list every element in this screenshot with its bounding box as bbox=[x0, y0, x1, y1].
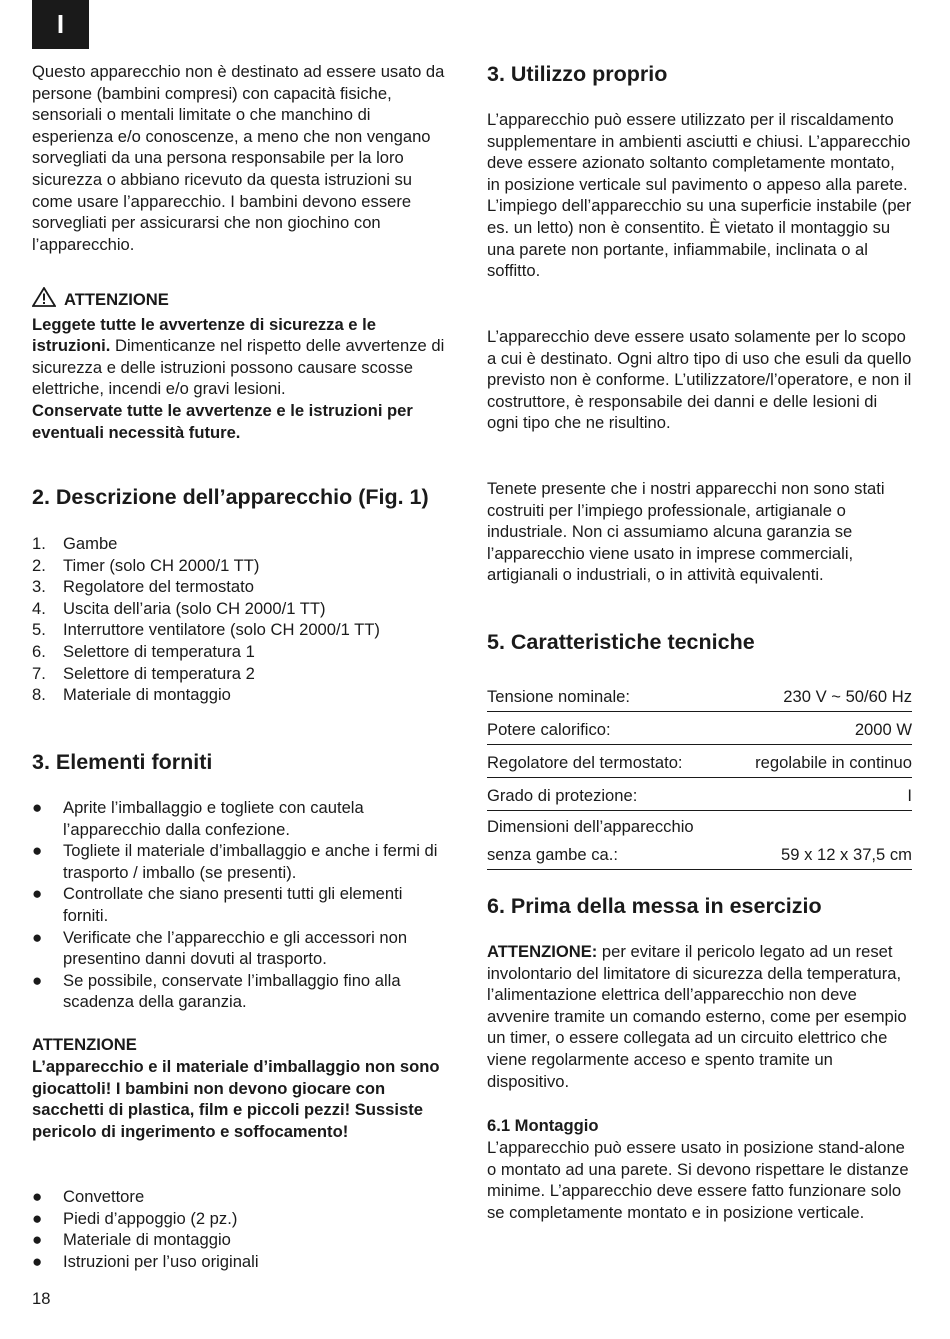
list-item: ● Aprite l’imballaggio e togliete con cautela l’apparecchio dalla confezione. bbox=[32, 798, 364, 839]
warning-title: ATTENZIONE bbox=[64, 290, 169, 309]
specs-table bbox=[487, 679, 912, 870]
warning-bold-text: Leggete tutte le avvertenze di sicurezza e le istruzioni. bbox=[32, 314, 376, 356]
table-row bbox=[487, 679, 912, 712]
spec-value: regolabile in continuo bbox=[729, 745, 912, 778]
packaging-warning-text: L’apparecchio e il materiale d’imballaggio non sono giocattoli! I bambini non devono giocare con sacchetti di plastica, film e piccoli pezzi! Sussiste pericolo di ingerimento e soffocamento! bbox=[32, 1057, 440, 1141]
intended-use-paragraph-1: L’apparecchio può essere utilizzato per il riscaldamento supplementare in ambienti asciutti e chiusi. L’apparecchio deve essere azionato soltanto completamente montato, in posizione verticale sul pavimento o appeso alla parete. L’impiego dell’apparecchio su una superficie instabile (per es. un letto) non è consentito. È vietato il montaggio su una parete non portante, infiammabile, inclinata o al soffitto. bbox=[487, 110, 912, 281]
spec-value: 2000 W bbox=[729, 712, 912, 745]
list-item: ● Convettore bbox=[32, 1187, 145, 1206]
list-item: ● Istruzioni per l’uso originali bbox=[32, 1251, 259, 1271]
table-row bbox=[487, 778, 912, 811]
package-contents-list bbox=[32, 1186, 452, 1272]
intended-use-paragraph-2: L’apparecchio deve essere usato solamente per lo scopo a cui è destinato. Ogni altro tipo di uso che esuli da quello previsto non è conforme. L’utilizzatore/l’operatore, e non il costruttore, è responsabile dei danni e delle lesioni di ogni tipo che ne risultino. bbox=[487, 327, 912, 433]
spec-value: 59 x 12 x 37,5 cm bbox=[729, 811, 912, 870]
table-row bbox=[487, 712, 912, 745]
parts-list bbox=[32, 533, 452, 706]
section-title-intended-use: 3. Utilizzo proprio bbox=[487, 62, 668, 86]
spec-label: Grado di protezione: bbox=[487, 778, 729, 811]
packaging-warning-title: ATTENZIONE bbox=[32, 1035, 137, 1054]
bullet-icon: ● bbox=[32, 970, 43, 990]
list-item: 7. Selettore di temperatura 2 bbox=[32, 663, 255, 683]
before-use-warning-text: per evitare il pericolo legato ad un reset involontario del limitatore di sicurezza della temperatura, l’alimentazione elettrica dell’apparecchio non deve avvenire tramite un comando esterno, come per esempio un timer, o essere collegata ad un circuito elettrico che viene regolarmente acceso e spento tramite un dispositivo. bbox=[487, 942, 907, 1091]
bullet-icon: ● bbox=[32, 927, 43, 947]
list-item: 8. Materiale di montaggio bbox=[32, 685, 231, 705]
spec-label: Potere calorifico: bbox=[487, 712, 729, 745]
bullet-icon: ● bbox=[32, 1187, 43, 1206]
subsection-title-mounting: 6.1 Montaggio bbox=[487, 1116, 599, 1135]
spec-label: Regolatore del termostato: bbox=[487, 745, 729, 778]
unpacking-list bbox=[32, 797, 452, 1013]
before-use-warning-label: ATTENZIONE: bbox=[487, 942, 598, 961]
table-row bbox=[487, 811, 912, 870]
bullet-icon: ● bbox=[32, 884, 43, 904]
language-tab: I bbox=[32, 0, 89, 49]
list-item: 1. Gambe bbox=[32, 534, 118, 553]
list-item: ● Materiale di montaggio bbox=[32, 1230, 231, 1250]
page-number: 18 bbox=[32, 1289, 51, 1308]
list-item: 5. Interruttore ventilatore (solo CH 2000/1 TT) bbox=[32, 620, 380, 640]
list-item: ● Controllate che siano presenti tutti gli elementi forniti. bbox=[32, 884, 403, 925]
intended-use-paragraph-3: Tenete presente che i nostri apparecchi non sono stati costruiti per l’impiego professionale, artigianale o industriale. Non ci assumiamo alcuna garanzia se l’apparecchio viene usato in imprese commerciali, artigianali o industriali, o in attività equivalenti. bbox=[487, 479, 885, 585]
warning-triangle-icon bbox=[32, 287, 56, 313]
spec-label: Dimensioni dell’apparecchio senza gambe ca.: bbox=[487, 811, 729, 870]
list-item: ● Verificate che l’apparecchio e gli accessori non presentino danni dovuti al trasporto. bbox=[32, 927, 408, 969]
warning-bold-text-2: Conservate tutte le avvertenze e le istruzioni per eventuali necessità future. bbox=[32, 400, 413, 442]
intro-paragraph: Questo apparecchio non è destinato ad essere usato da persone (bambini compresi) con capacità fisiche, sensoriali o mentali limitate o che manchino di esperienza e/o conoscenze, a meno che non vengano sorvegliati da una persona responsabile per la loro sicurezza o abbiano ricevuto da questa istruzioni su come usare l’apparecchio. I bambini devono essere sorvegliati per assicurarsi che non giochino con l’apparecchio. bbox=[32, 62, 445, 254]
section-title-supplied-items: 3. Elementi forniti bbox=[32, 750, 213, 774]
list-item: 4. Uscita dell’aria (solo CH 2000/1 TT) bbox=[32, 598, 326, 618]
list-item: ● Piedi d’appoggio (2 pz.) bbox=[32, 1208, 238, 1228]
spec-label: Tensione nominale: bbox=[487, 679, 729, 712]
bullet-icon: ● bbox=[32, 1251, 43, 1271]
list-item: 3. Regolatore del termostato bbox=[32, 577, 254, 597]
bullet-icon: ● bbox=[32, 1230, 43, 1250]
list-item: ● Togliete il materiale d’imballaggio e anche i fermi di trasporto / imballo (se presenti). bbox=[32, 841, 438, 882]
warning-normal-text: Dimenticanze nel rispetto delle avvertenze di sicurezza e delle istruzioni possono causare scosse elettriche, incendi e/o gravi lesioni. bbox=[32, 336, 445, 399]
safety-warning-block bbox=[32, 287, 452, 443]
spec-value: 230 V ~ 50/60 Hz bbox=[729, 679, 912, 712]
bullet-icon: ● bbox=[32, 841, 43, 861]
list-item: 2. Timer (solo CH 2000/1 TT) bbox=[32, 555, 260, 575]
section-title-description: 2. Descrizione dell’apparecchio (Fig. 1) bbox=[32, 485, 429, 509]
bullet-icon: ● bbox=[32, 798, 43, 817]
table-row bbox=[487, 745, 912, 778]
list-item: 6. Selettore di temperatura 1 bbox=[32, 641, 255, 661]
mounting-paragraph: L’apparecchio può essere usato in posizione stand-alone o montato ad una parete. Si devono rispettare le distanze minime. L’apparecchio deve essere fatto funzionare solo se completamente montato e in posizione verticale. bbox=[487, 1138, 909, 1222]
spec-value: I bbox=[729, 778, 912, 811]
list-item: ● Se possibile, conservate l’imballaggio fino alla scadenza della garanzia. bbox=[32, 970, 401, 1012]
section-title-specs: 5. Caratteristiche tecniche bbox=[487, 630, 755, 654]
section-title-before-use: 6. Prima della messa in esercizio bbox=[487, 894, 822, 918]
bullet-icon: ● bbox=[32, 1208, 43, 1228]
before-use-warning bbox=[487, 941, 912, 1092]
